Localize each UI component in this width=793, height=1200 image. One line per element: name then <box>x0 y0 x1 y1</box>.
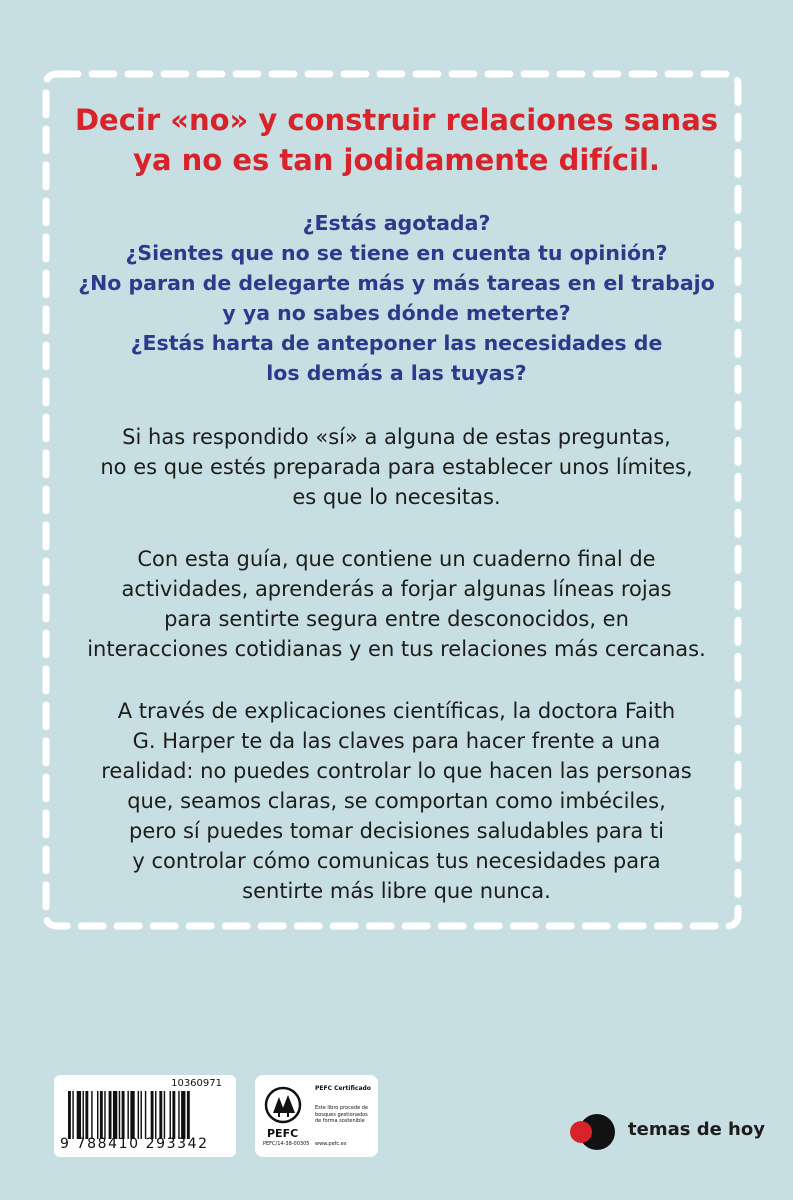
barcode-icon <box>68 1091 228 1139</box>
paragraph-line: Con esta guía, que contiene un cuaderno final de <box>137 547 656 571</box>
question-line: ¿Estás harta de anteponer las necesidades de <box>130 331 663 355</box>
pefc-description-line: bosques gestionados <box>315 1111 368 1118</box>
paragraph-line: actividades, aprenderás a forjar algunas líneas rojas <box>121 577 672 601</box>
headline-line: Decir «no» y construir relaciones sanas <box>74 103 719 137</box>
paragraph-line: realidad: no puedes controlar lo que hacen las personas <box>101 759 692 783</box>
paragraph-line: G. Harper te da las claves para hacer frente a una <box>132 729 661 753</box>
barcode-internal-code: 10360971 <box>171 1078 222 1089</box>
paragraph-answer <box>60 422 733 512</box>
pefc-description-line: de forma sostenible <box>315 1118 365 1124</box>
isbn-digits: 9 788410 293342 <box>60 1136 209 1152</box>
paragraph-guide <box>60 544 733 664</box>
paragraph-line: no es que estés preparada para establecer unos límites, <box>100 455 693 479</box>
question-line: ¿Sientes que no se tiene en cuenta tu opinión? <box>125 241 668 265</box>
question-line: y ya no sabes dónde meterte? <box>222 301 571 325</box>
publisher-circles-icon <box>568 1112 616 1152</box>
paragraph-author <box>60 696 733 906</box>
question-line: los demás a las tuyas? <box>266 361 527 385</box>
paragraph-line: sentirte más libre que nunca. <box>242 879 551 903</box>
question-line: ¿Estás agotada? <box>302 211 491 235</box>
pefc-code: PEFC/14-38-00305 <box>263 1141 310 1147</box>
pefc-certification <box>255 1075 378 1157</box>
pefc-description <box>315 1105 375 1125</box>
question-line: ¿No paran de delegarte más y más tareas en el trabajo <box>78 271 715 295</box>
paragraph-line: pero sí puedes tomar decisiones saludables para ti <box>129 819 664 843</box>
paragraph-line: para sentirte segura entre desconocidos, en <box>164 607 629 631</box>
pefc-description-line: Este libro procede de <box>315 1105 369 1111</box>
pefc-name: PEFC <box>267 1127 299 1140</box>
paragraph-line: que, seamos claras, se comportan como imbéciles, <box>127 789 666 813</box>
back-cover-text <box>60 100 733 938</box>
pefc-trees-icon <box>263 1085 303 1125</box>
paragraph-line: es que lo necesitas. <box>292 485 501 509</box>
paragraph-line: Si has respondido «sí» a alguna de estas preguntas, <box>122 425 671 449</box>
paragraph-line: A través de explicaciones científicas, la doctora Faith <box>117 699 676 723</box>
pefc-url: www.pefc.es <box>315 1141 347 1147</box>
questions-block <box>60 208 733 388</box>
publisher-name: temas de hoy <box>628 1119 765 1140</box>
barcode-label <box>54 1075 236 1157</box>
headline-line: ya no es tan jodidamente difícil. <box>133 143 660 177</box>
headline <box>60 100 733 180</box>
paragraph-line: y controlar cómo comunicas tus necesidades para <box>132 849 661 873</box>
paragraph-line: interacciones cotidianas y en tus relaciones más cercanas. <box>87 637 706 661</box>
pefc-title: PEFC Certificado <box>315 1085 371 1092</box>
